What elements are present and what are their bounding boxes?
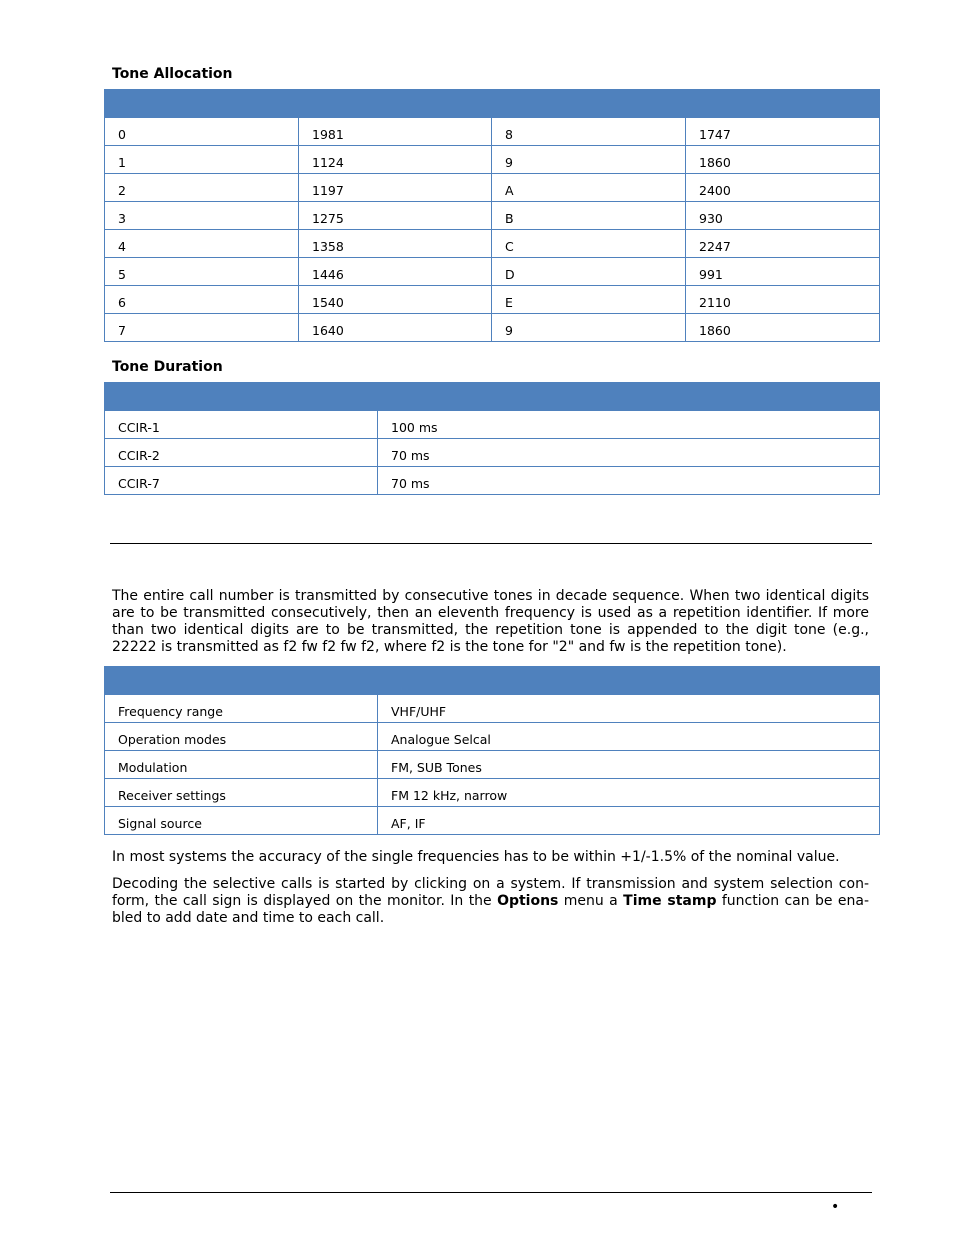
table-cell: 3	[105, 202, 299, 230]
table-cell: E	[492, 286, 686, 314]
table-row	[105, 286, 880, 314]
table-row	[105, 258, 880, 286]
table-row	[105, 467, 880, 495]
table-cell: 100 ms	[378, 411, 880, 439]
options-menu-term: Options	[497, 893, 559, 909]
table-cell: AF, IF	[378, 807, 880, 835]
table-cell: Signal source	[105, 807, 378, 835]
table-cell: 1981	[299, 118, 492, 146]
table-cell: 70 ms	[378, 439, 880, 467]
table-row	[105, 807, 880, 835]
table-cell: 2	[105, 174, 299, 202]
section-divider	[110, 543, 872, 544]
table-cell: D	[492, 258, 686, 286]
footer-rule	[110, 1192, 872, 1193]
table-cell: 5	[105, 258, 299, 286]
table-cell: CCIR-2	[105, 439, 378, 467]
tone-allocation-table	[104, 89, 880, 342]
parameters-table	[104, 666, 880, 835]
table-row	[105, 723, 880, 751]
table-row	[105, 202, 880, 230]
intro-paragraph: The entire call number is transmitted by consecutive tones in decade sequence. When two identical digits are to be transmitted consecutively, then an eleventh frequency is used as a repetition identifier. If more than two identical digits are to be transmitted, the repetition tone is appended to the digit tone (e.g., 22222 is transmitted as f2 fw f2 fw f2, where f2 is the tone for "2" and fw is the repetition tone).	[112, 588, 869, 655]
table-cell: 2110	[686, 286, 880, 314]
table-cell: Operation modes	[105, 723, 378, 751]
table-cell: 4	[105, 230, 299, 258]
table-header-row	[105, 667, 880, 695]
table-row	[105, 314, 880, 342]
table-cell: VHF/UHF	[378, 695, 880, 723]
table-cell: 7	[105, 314, 299, 342]
table-cell: B	[492, 202, 686, 230]
table-cell: CCIR-7	[105, 467, 378, 495]
table-row	[105, 174, 880, 202]
table-cell: 1640	[299, 314, 492, 342]
table-row	[105, 118, 880, 146]
table-cell: 0	[105, 118, 299, 146]
table-row	[105, 695, 880, 723]
table-cell: 930	[686, 202, 880, 230]
table-cell: Modulation	[105, 751, 378, 779]
table-cell: 1540	[299, 286, 492, 314]
table-row	[105, 411, 880, 439]
table-cell: Receiver settings	[105, 779, 378, 807]
table-cell: Analogue Selcal	[378, 723, 880, 751]
tone-duration-heading: Tone Duration	[112, 359, 223, 375]
table-cell: 2400	[686, 174, 880, 202]
table-cell: 9	[492, 146, 686, 174]
table-cell: 9	[492, 314, 686, 342]
table-row	[105, 146, 880, 174]
table-cell: 1747	[686, 118, 880, 146]
table-cell: Frequency range	[105, 695, 378, 723]
table-row	[105, 439, 880, 467]
table-cell: 6	[105, 286, 299, 314]
table-cell: 1124	[299, 146, 492, 174]
decoding-paragraph	[112, 876, 869, 927]
table-cell: 1	[105, 146, 299, 174]
table-cell: 1446	[299, 258, 492, 286]
table-cell: 1860	[686, 146, 880, 174]
table-row	[105, 751, 880, 779]
table-cell: 1358	[299, 230, 492, 258]
tone-duration-table	[104, 382, 880, 495]
tone-allocation-heading: Tone Allocation	[112, 66, 233, 82]
table-cell: CCIR-1	[105, 411, 378, 439]
table-cell: 2247	[686, 230, 880, 258]
table-cell: 8	[492, 118, 686, 146]
table-cell: FM 12 kHz, narrow	[378, 779, 880, 807]
decoding-text-1: Decoding the selective calls is started by clicking on a system. If transmission and system selection con-form, the call sign is displayed on the monitor. In the	[112, 876, 869, 909]
table-cell: 70 ms	[378, 467, 880, 495]
table-row	[105, 230, 880, 258]
decoding-text-2: menu a	[558, 893, 624, 909]
time-stamp-term: Time stamp	[623, 893, 717, 909]
table-cell: 1197	[299, 174, 492, 202]
table-cell: FM, SUB Tones	[378, 751, 880, 779]
table-header-row	[105, 383, 880, 411]
table-cell: C	[492, 230, 686, 258]
table-cell: A	[492, 174, 686, 202]
table-cell: 991	[686, 258, 880, 286]
table-header-row	[105, 90, 880, 118]
table-cell: 1275	[299, 202, 492, 230]
table-cell: 1860	[686, 314, 880, 342]
decoding-text-3: function can be ena-bled to add date and time to each call.	[112, 893, 869, 926]
accuracy-paragraph: In most systems the accuracy of the single frequencies has to be within +1/-1.5% of the nominal value.	[112, 849, 840, 865]
footer-bullet: •	[831, 1199, 840, 1215]
table-row	[105, 779, 880, 807]
